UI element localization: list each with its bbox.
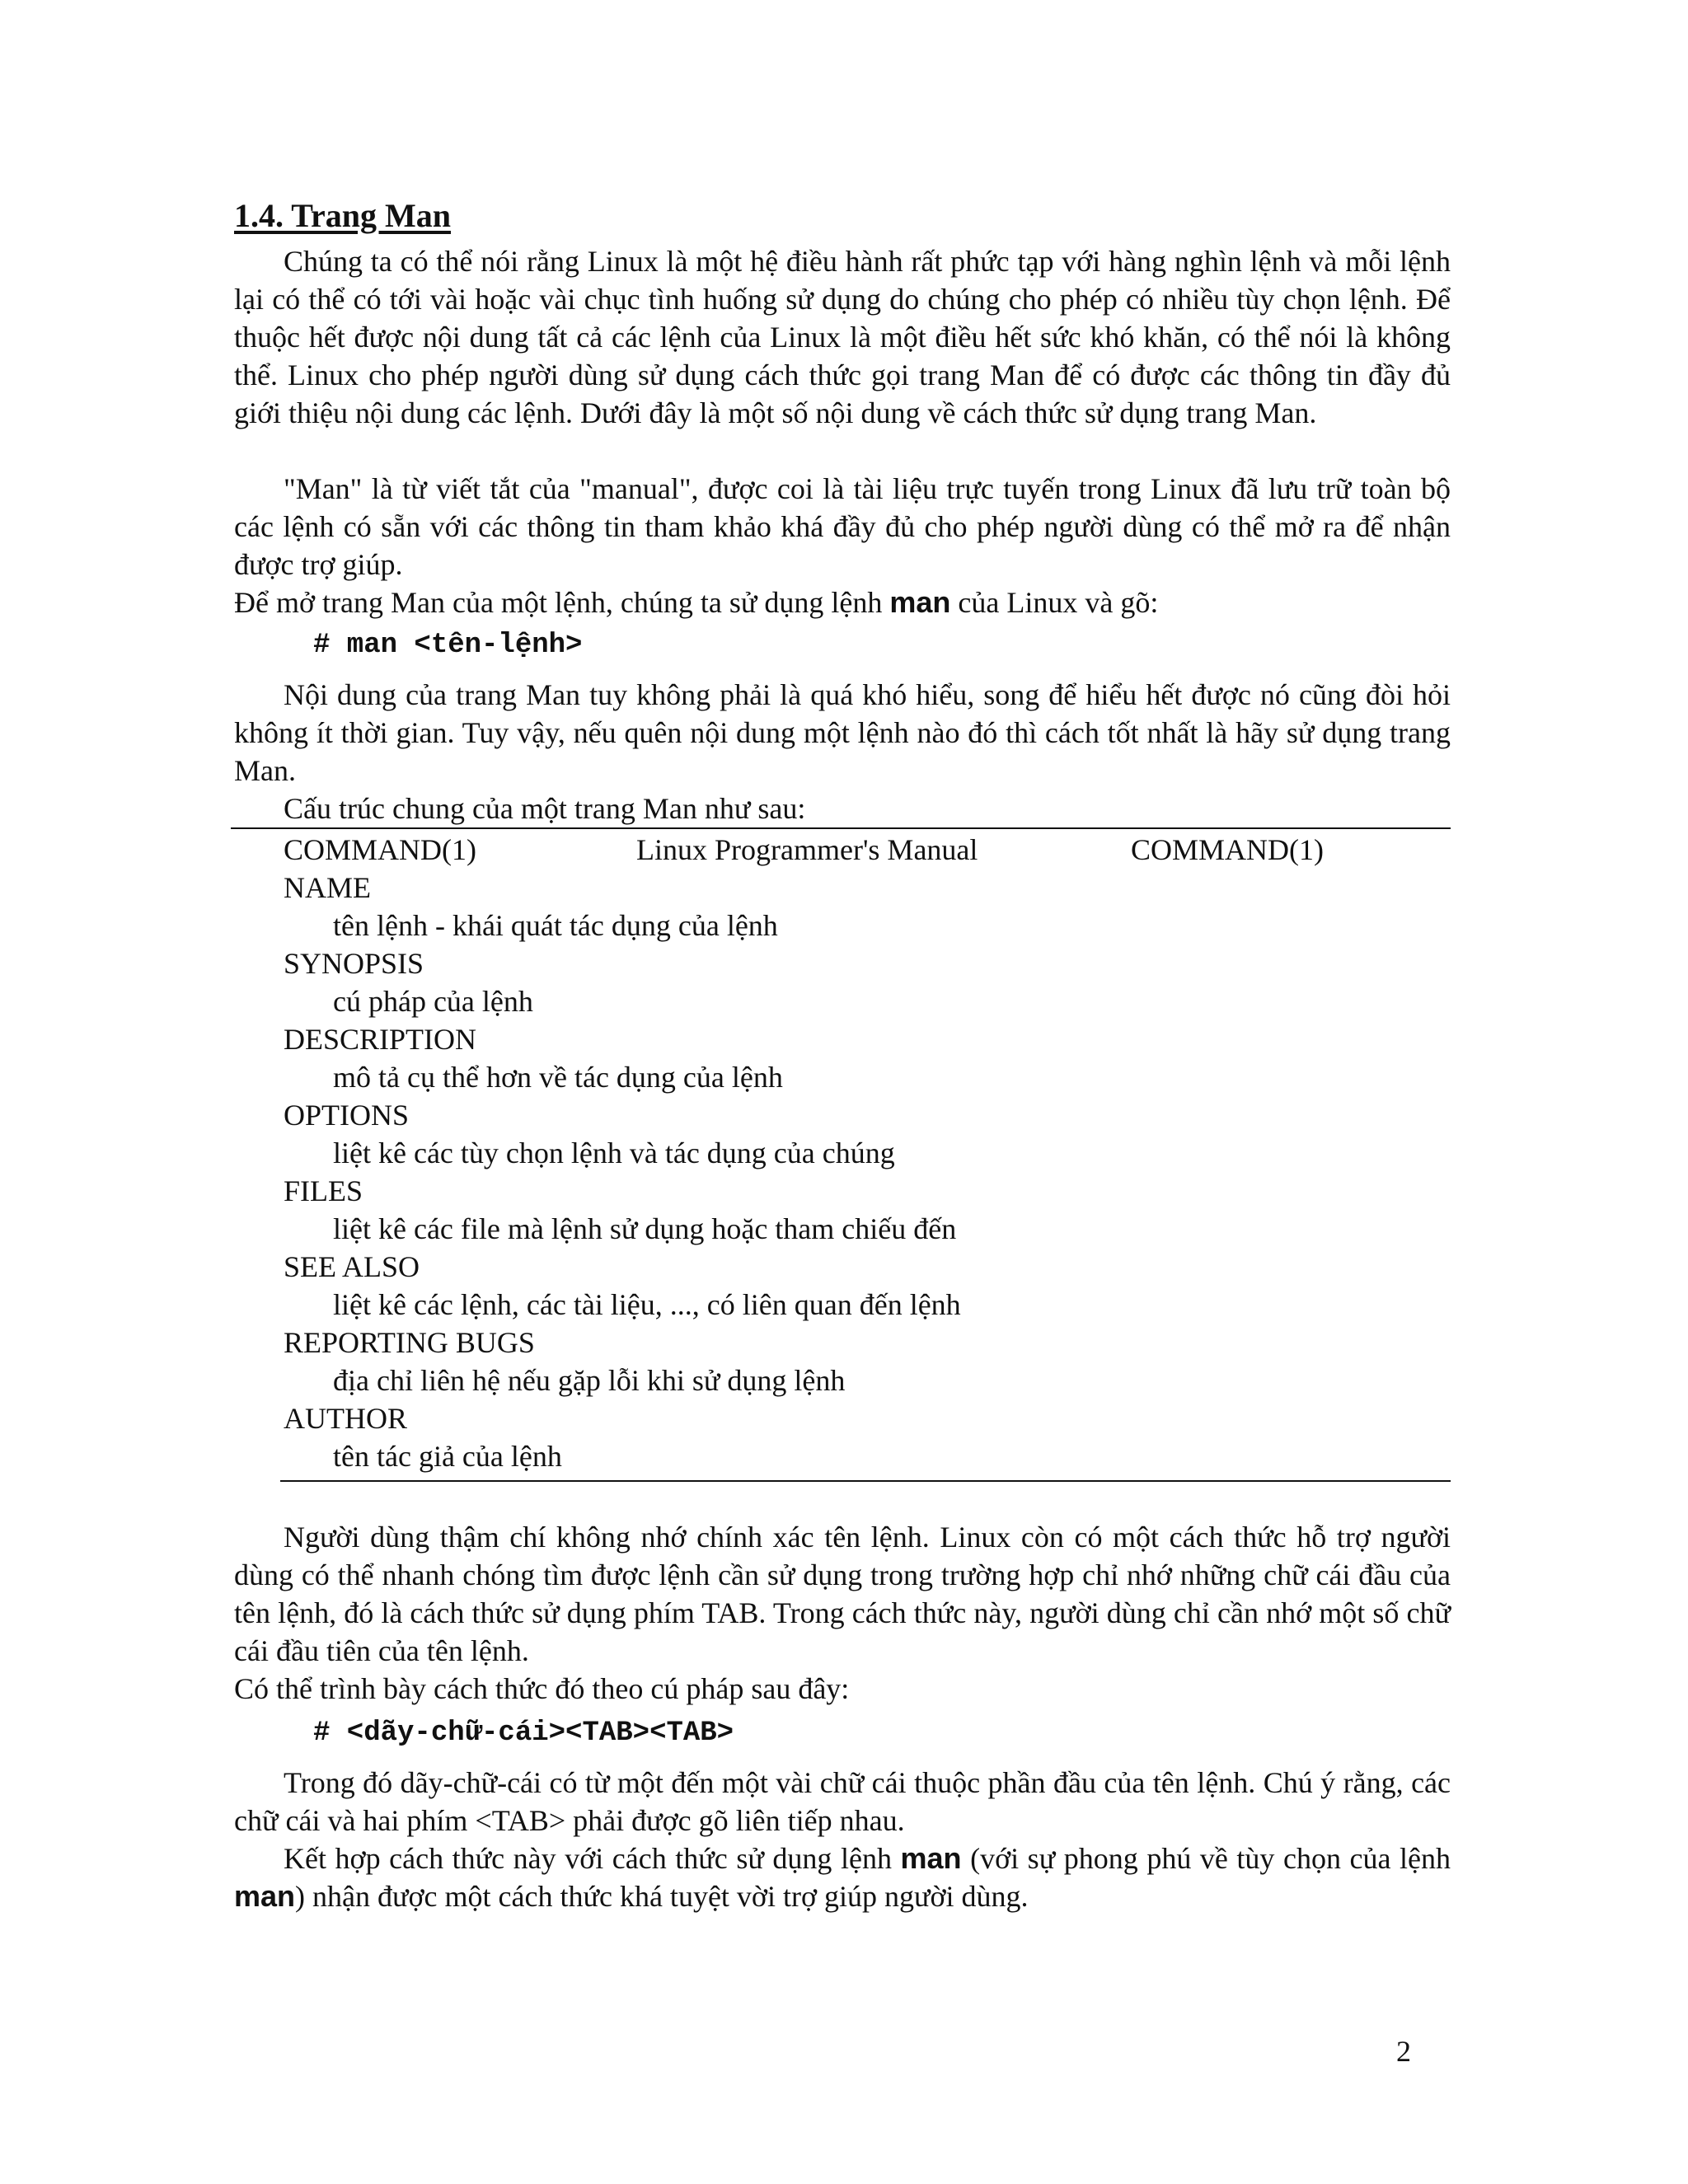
manpage-section-desc: mô tả cụ thể hơn về tác dụng của lệnh — [333, 1061, 783, 1094]
paragraph-man-content: Nội dung của trang Man tuy không phải là quá khó hiểu, song để hiểu hết được nó cũng đòi hỏi không ít thời gian. Tuy vậy, nếu quên nội dung một lệnh nào đó thì cách tốt nhất là hãy sử dụng trang Man. — [234, 678, 1451, 787]
command-man: man — [900, 1841, 962, 1875]
paragraph-open-man — [234, 583, 1158, 621]
manpage-section-title: OPTIONS — [284, 1099, 410, 1132]
paragraph-man-definition: "Man" là từ viết tắt của "manual", được coi là tài liệu trực tuyến trong Linux đã lưu trữ toàn bộ các lệnh có sẵn với các thông tin tham khảo khá đầy đủ cho phép người dùng có thể mở ra để nhận được trợ giúp. — [234, 472, 1451, 581]
combine-text-before: Kết hợp cách thức này với cách thức sử dụng lệnh — [284, 1842, 901, 1875]
command-man: man — [234, 1879, 296, 1913]
manpage-top-rule — [231, 827, 1451, 829]
manpage-section-desc: cú pháp của lệnh — [333, 985, 533, 1018]
manpage-section-desc: tên tác giả của lệnh — [333, 1440, 562, 1473]
page-number: 2 — [1396, 2035, 1411, 2068]
manpage-section-title: AUTHOR — [284, 1402, 407, 1435]
code-tab-syntax: # <dãy-chữ-cái><TAB><TAB> — [313, 1718, 734, 1749]
manpage-section-desc: liệt kê các lệnh, các tài liệu, ..., có liên quan đến lệnh — [333, 1288, 961, 1321]
combine-text-middle: (với sự phong phú về tùy chọn của lệnh — [961, 1842, 1451, 1875]
command-man: man — [889, 585, 951, 619]
manpage-bottom-rule — [280, 1480, 1451, 1482]
manpage-section-desc: liệt kê các file mà lệnh sử dụng hoặc tham chiếu đến — [333, 1212, 957, 1245]
manpage-section-title: REPORTING BUGS — [284, 1326, 535, 1359]
paragraph-combine — [234, 1840, 1451, 1915]
manpage-section-desc: tên lệnh - khái quát tác dụng của lệnh — [333, 909, 778, 942]
manpage-section-title: NAME — [284, 871, 371, 904]
paragraph-structure-intro: Cấu trúc chung của một trang Man như sau: — [284, 792, 806, 825]
open-man-text-after: của Linux và gõ: — [950, 586, 1159, 619]
manpage-header-right: COMMAND(1) — [1131, 833, 1324, 866]
code-man-syntax: # man <tên-lệnh> — [313, 630, 583, 661]
paragraph-intro: Chúng ta có thể nói rằng Linux là một hệ điều hành rất phức tạp với hàng nghìn lệnh và mỗi lệnh lại có thể có tới vài hoặc vài chục tình huống sử dụng do chúng cho phép có nhiều tùy chọn lệnh. Để thuộc hết được nội dung tất cả các lệnh của Linux là một điều hết sức khó khăn, có thể nói là không thể. Linux cho phép người dùng sử dụng cách thức gọi trang Man để có được các thông tin đầy đủ giới thiệu nội dung các lệnh. Dưới đây là một số nội dung về cách thức sử dụng trang Man. — [234, 245, 1451, 429]
manpage-section-desc: địa chỉ liên hệ nếu gặp lỗi khi sử dụng lệnh — [333, 1364, 846, 1397]
manpage-header-left: COMMAND(1) — [284, 833, 476, 866]
manpage-section-title: FILES — [284, 1174, 363, 1207]
combine-text-after: ) nhận được một cách thức khá tuyệt vời trợ giúp người dùng. — [295, 1880, 1029, 1913]
manpage-section-title: SYNOPSIS — [284, 947, 424, 980]
paragraph-tab-completion: Người dùng thậm chí không nhớ chính xác tên lệnh. Linux còn có một cách thức hỗ trợ người dùng có thể nhanh chóng tìm được lệnh cần sử dụng trong trường hợp chỉ nhớ những chữ cái đầu của tên lệnh, đó là cách thức sử dụng phím TAB. Trong cách thức này, người dùng chỉ cần nhớ một số chữ cái đầu tiên của tên lệnh. — [234, 1521, 1451, 1667]
section-heading: 1.4. Trang Man — [234, 197, 451, 234]
manpage-section-title: SEE ALSO — [284, 1250, 420, 1283]
paragraph-tab-syntax-intro: Có thể trình bày cách thức đó theo cú pháp sau đây: — [234, 1672, 850, 1705]
manpage-header-center: Linux Programmer's Manual — [636, 833, 978, 866]
manpage-section-desc: liệt kê các tùy chọn lệnh và tác dụng của chúng — [333, 1137, 895, 1169]
paragraph-tab-explanation: Trong đó dãy-chữ-cái có từ một đến một vài chữ cái thuộc phần đầu của tên lệnh. Chú ý rằng, các chữ cái và hai phím <TAB> phải được gõ liên tiếp nhau. — [234, 1766, 1451, 1837]
open-man-text-before: Để mở trang Man của một lệnh, chúng ta sử dụng lệnh — [234, 586, 890, 619]
manpage-section-title: DESCRIPTION — [284, 1023, 477, 1056]
